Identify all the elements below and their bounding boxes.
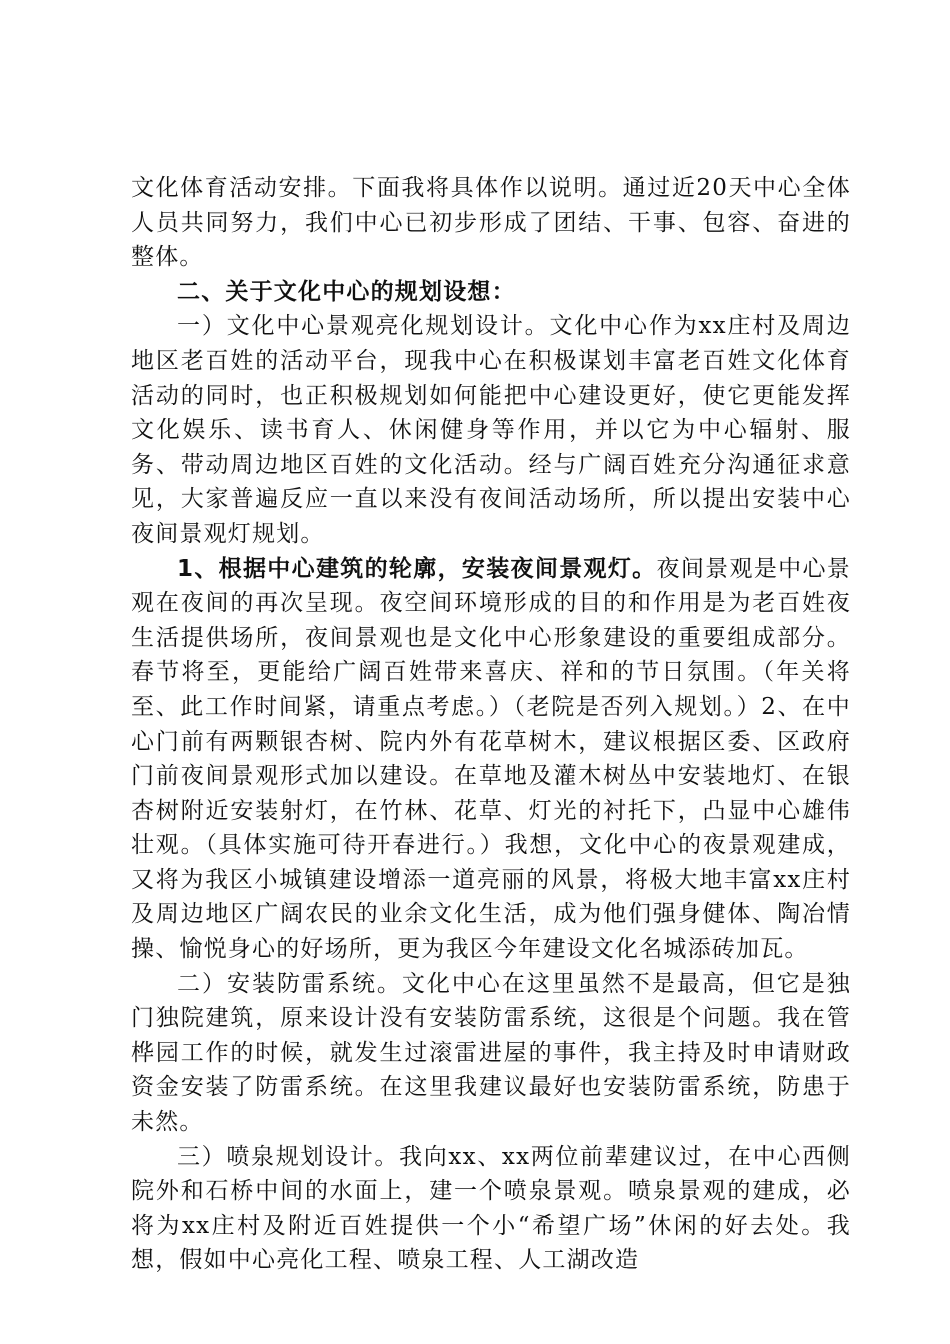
paragraph-fountain: 三）喷泉规划设计。我向xx、xx两位前辈建议过，在中心西侧院外和石桥中间的水面上，建一个喷泉景观。喷泉景观的建成，必将为xx庄村及附近百姓提供一个小“希望广场”休闲的好去处。我想，假如中心亮化工程、喷泉工程、人工湖改造 (131, 1143, 851, 1274)
document-body (131, 171, 851, 1278)
paragraph-lead-bold: 1、根据中心建筑的轮廓，安装夜间景观灯。 (177, 555, 657, 582)
paragraph-landscape-lighting: 一）文化中心景观亮化规划设计。文化中心作为xx庄村及周边地区老百姓的活动平台，现我中心在积极谋划丰富老百姓文化体育活动的同时，也正积极规划如何能把中心建设更好，使它更能发挥文化娱乐、读书育人、休闲健身等作用，并以它为中心辐射、服务、带动周边地区百姓的文化活动。经与广阔百姓充分沟通征求意见，大家普遍反应一直以来没有夜间活动场所，所以提出安装中心夜间景观灯规划。 (131, 313, 851, 547)
paragraph-lightning-protection: 二）安装防雷系统。文化中心在这里虽然不是最高，但它是独门独院建筑，原来设计没有安装防雷系统，这很是个问题。我在管桦园工作的时候，就发生过滚雷进屋的事件，我主持及时申请财政资金安装了防雷系统。在这里我建议最好也安装防雷系统，防患于未然。 (131, 970, 851, 1136)
paragraph-night-lights-text: 夜间景观是中心景观在夜间的再次呈现。夜空间环境形成的目的和作用是为老百姓夜生活提供场所，夜间景观也是文化中心形象建设的重要组成部分。春节将至，更能给广阔百姓带来喜庆、祥和的节日氛围。（年关将至、此工作时间紧，请重点考虑。）（老院是否列入规划。）2、在中心门前有两颗银杏树、院内外有花草树木，建议根据区委、区政府门前夜间景观形式加以建设。在草地及灌木树丛中安装地灯、在银杏树附近安装射灯，在竹林、花草、灯光的衬托下，凸显中心雄伟壮观。（具体实施可待开春进行。）我想，文化中心的夜景观建成，又将为我区小城镇建设增添一道亮丽的风景，将极大地丰富xx庄村及周边地区广阔农民的业余文化生活，成为他们强身健体、陶冶情操、愉悦身心的好场所，更为我区今年建设文化名城添砖加瓦。 (131, 555, 851, 963)
paragraph-intro: 文化体育活动安排。下面我将具体作以说明。通过近20天中心全体人员共同努力，我们中心已初步形成了团结、干事、包容、奋进的整体。 (131, 175, 851, 271)
paragraph-night-lights (131, 552, 851, 967)
section-heading-planning: 二、关于文化中心的规划设想： (177, 278, 516, 305)
